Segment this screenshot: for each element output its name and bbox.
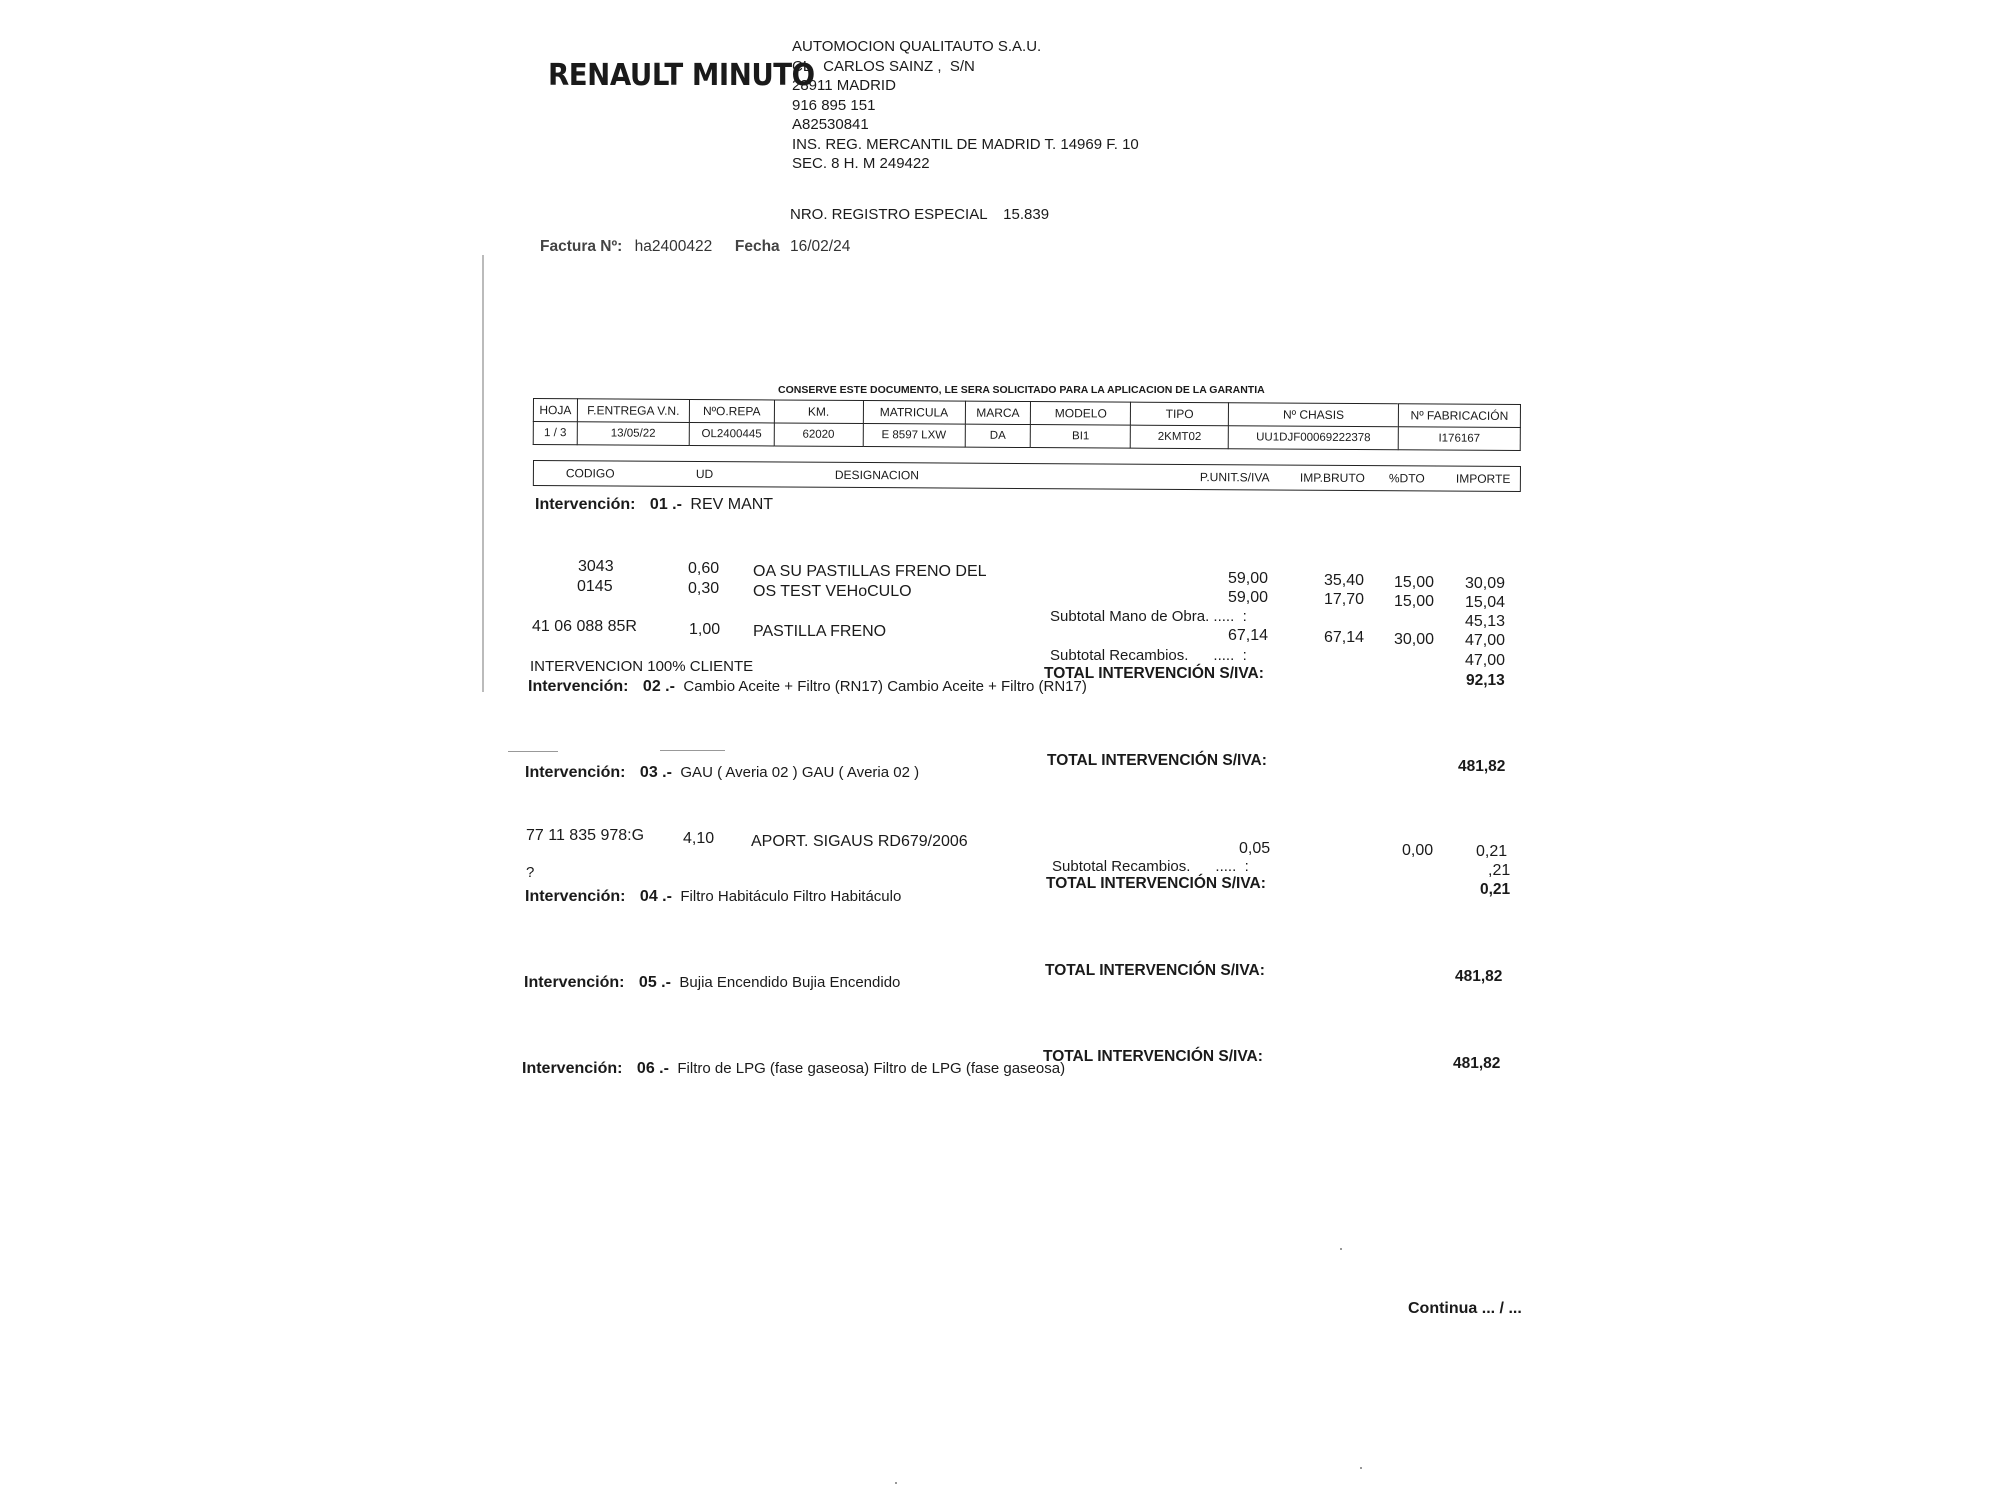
- intervention-total-value: 0,21: [1480, 881, 1511, 898]
- intervention-desc: Filtro de LPG (fase gaseosa) Filtro de LPG (fase gaseosa): [677, 1060, 1066, 1077]
- invoice-info: [540, 238, 850, 256]
- line-bruto: 67,14: [1324, 629, 1365, 646]
- line-punit: 0,05: [1239, 840, 1271, 857]
- subtotal-labor-label: Subtotal Mano de Obra. ..... :: [1050, 608, 1247, 625]
- intervention-total-value: 481,82: [1455, 968, 1503, 985]
- line-dto: 0,00: [1402, 842, 1434, 859]
- intervention-total-label: TOTAL INTERVENCIÓN S/IVA:: [1047, 752, 1267, 769]
- subtotal-parts-value: ,21: [1488, 862, 1511, 879]
- td-norepa: OL2400445: [689, 422, 774, 446]
- line-ud: 0,60: [688, 560, 720, 577]
- client-percentage-note: INTERVENCION 100% CLIENTE: [530, 658, 754, 675]
- vehicle-table-values: [533, 422, 1520, 451]
- intervention-total-label: TOTAL INTERVENCIÓN S/IVA:: [1046, 875, 1266, 892]
- intervention-label: Intervención:: [524, 974, 625, 991]
- company-phone: 916 895 151: [792, 96, 876, 114]
- td-modelo: BI1: [1031, 425, 1131, 449]
- intervention-05-heading: [524, 974, 900, 992]
- line-ud: 4,10: [683, 830, 715, 847]
- intervention-03-heading: [525, 764, 919, 782]
- invoice-date: 16/02/24: [789, 238, 851, 255]
- line-dto: 15,00: [1394, 574, 1435, 591]
- intervention-label: Intervención:: [522, 1060, 623, 1077]
- intervention-total-value: 92,13: [1466, 672, 1505, 689]
- col-impbruto: IMP.BRUTO: [1299, 470, 1365, 486]
- subtotal-parts-label: Subtotal Recambios. ..... :: [1050, 647, 1247, 664]
- invoice-number: ha2400422: [634, 238, 713, 255]
- line-punit: 59,00: [1228, 570, 1269, 587]
- special-registry-value: 15.839: [1003, 206, 1050, 223]
- line-bruto: 17,70: [1324, 591, 1365, 608]
- intervention-desc: Bujia Encendido Bujia Encendido: [679, 974, 901, 991]
- th-chasis: Nº CHASIS: [1229, 403, 1399, 427]
- col-codigo: CODIGO: [565, 466, 615, 481]
- company-street: CL CARLOS SAINZ , S/N: [792, 57, 975, 75]
- td-km: 62020: [774, 423, 863, 447]
- intervention-label: Intervención:: [535, 496, 636, 513]
- intervention-number: 05 .-: [638, 974, 671, 991]
- intervention-number: 06 .-: [636, 1060, 669, 1077]
- company-info: [792, 37, 1139, 174]
- special-registry-label: NRO. REGISTRO ESPECIAL: [790, 206, 987, 223]
- line-code: 77 11 835 978:G: [526, 827, 645, 844]
- th-fabricacion: Nº FABRICACIÓN: [1398, 404, 1520, 428]
- td-chasis: UU1DJF00069222378: [1228, 426, 1398, 450]
- col-punit: P.UNIT.S/IVA: [1199, 470, 1270, 485]
- intervention-label: Intervención:: [525, 764, 626, 781]
- line-ud: 1,00: [689, 621, 721, 638]
- line-bruto: 35,40: [1324, 572, 1365, 589]
- intervention-desc: REV MANT: [690, 496, 774, 513]
- intervention-number: 04 .-: [639, 888, 672, 905]
- scan-speck: [1360, 1467, 1362, 1469]
- subtotal-labor-value: 45,13: [1465, 613, 1506, 630]
- scan-edge-line: [482, 255, 484, 692]
- intervention-desc: Cambio Aceite + Filtro (RN17) Cambio Aceite + Filtro (RN17): [683, 678, 1087, 695]
- company-registry: INS. REG. MERCANTIL DE MADRID T. 14969 F. 10: [792, 135, 1139, 153]
- td-fentrega: 13/05/22: [577, 422, 689, 446]
- col-importe: IMPORTE: [1455, 471, 1511, 486]
- line-desc: APORT. SIGAUS RD679/2006: [751, 833, 968, 850]
- col-designacion: DESIGNACION: [834, 467, 919, 483]
- scan-mark: [508, 751, 558, 752]
- scan-mark: [660, 750, 725, 751]
- invoice-date-label: Fecha: [734, 238, 780, 255]
- line-code: 41 06 088 85R: [532, 618, 637, 635]
- intervention-04-heading: [525, 888, 901, 906]
- vehicle-table: [533, 398, 1521, 451]
- td-hoja: 1 / 3: [533, 422, 577, 445]
- line-code: 0145: [577, 578, 613, 595]
- intervention-desc: GAU ( Averia 02 ) GAU ( Averia 02 ): [680, 764, 920, 781]
- intervention-total-value: 481,82: [1458, 758, 1506, 775]
- company-cif: A82530841: [792, 116, 869, 133]
- intervention-number: 01 .-: [649, 496, 682, 513]
- line-dto: 15,00: [1394, 593, 1435, 610]
- col-dto: %DTO: [1388, 471, 1425, 486]
- td-matricula: E 8597 LXW: [863, 424, 965, 448]
- scan-speck: [1340, 1248, 1342, 1250]
- th-norepa: NºO.REPA: [689, 399, 774, 423]
- line-code: 3043: [578, 558, 614, 575]
- line-desc: OA SU PASTILLAS FRENO DEL: [753, 563, 987, 580]
- line-ud: 0,30: [688, 580, 720, 597]
- th-hoja: HOJA: [533, 399, 577, 422]
- intervention-total-label: TOTAL INTERVENCIÓN S/IVA:: [1044, 665, 1264, 682]
- scan-speck: [895, 1482, 897, 1484]
- th-km: KM.: [774, 400, 863, 424]
- intervention-06-heading: [522, 1060, 1065, 1078]
- company-logo: RENAULT MINUTO: [548, 58, 815, 93]
- subtotal-parts-label: Subtotal Recambios. ..... :: [1052, 858, 1249, 875]
- intervention-number: 03 .-: [639, 764, 672, 781]
- line-punit: 67,14: [1228, 627, 1269, 644]
- intervention-number: 02 .-: [642, 678, 675, 695]
- intervention-01-heading: [535, 496, 773, 514]
- invoice-number-label: Factura Nº:: [540, 238, 623, 255]
- special-registry: [790, 206, 1049, 223]
- continues-note: Continua ... / ...: [1408, 1300, 1522, 1317]
- th-matricula: MATRICULA: [863, 401, 965, 425]
- th-fentrega: F.ENTREGA V.N.: [577, 399, 689, 423]
- td-marca: DA: [965, 424, 1031, 447]
- subtotal-parts-value: 47,00: [1465, 652, 1506, 669]
- th-tipo: TIPO: [1131, 402, 1229, 426]
- th-marca: MARCA: [965, 401, 1031, 424]
- intervention-total-label: TOTAL INTERVENCIÓN S/IVA:: [1045, 962, 1265, 979]
- question-mark: ?: [526, 864, 535, 881]
- line-desc: OS TEST VEHoCULO: [753, 583, 912, 600]
- line-importe: 0,21: [1476, 843, 1508, 860]
- intervention-label: Intervención:: [528, 678, 629, 695]
- line-desc: PASTILLA FRENO: [753, 623, 887, 640]
- line-columns-header: [533, 460, 1521, 492]
- warranty-notice: CONSERVE ESTE DOCUMENTO, LE SERA SOLICITADO PARA LA APLICACION DE LA GARANTIA: [778, 384, 1265, 396]
- td-fabricacion: I176167: [1398, 427, 1520, 451]
- th-modelo: MODELO: [1031, 402, 1131, 426]
- line-importe: 47,00: [1465, 632, 1506, 649]
- company-city: 28911 MADRID: [792, 77, 896, 94]
- company-section: SEC. 8 H. M 249422: [792, 155, 930, 172]
- intervention-total-value: 481,82: [1453, 1055, 1501, 1072]
- intervention-label: Intervención:: [525, 888, 626, 905]
- line-dto: 30,00: [1394, 631, 1435, 648]
- intervention-desc: Filtro Habitáculo Filtro Habitáculo: [680, 888, 902, 905]
- intervention-total-label: TOTAL INTERVENCIÓN S/IVA:: [1043, 1048, 1263, 1065]
- line-importe: 30,09: [1465, 575, 1506, 592]
- line-importe: 15,04: [1465, 594, 1506, 611]
- td-tipo: 2KMT02: [1131, 425, 1229, 449]
- line-punit: 59,00: [1228, 589, 1269, 606]
- col-ud: UD: [695, 466, 714, 482]
- company-name: AUTOMOCION QUALITAUTO S.A.U.: [792, 38, 1042, 55]
- intervention-02-heading: [528, 678, 1087, 696]
